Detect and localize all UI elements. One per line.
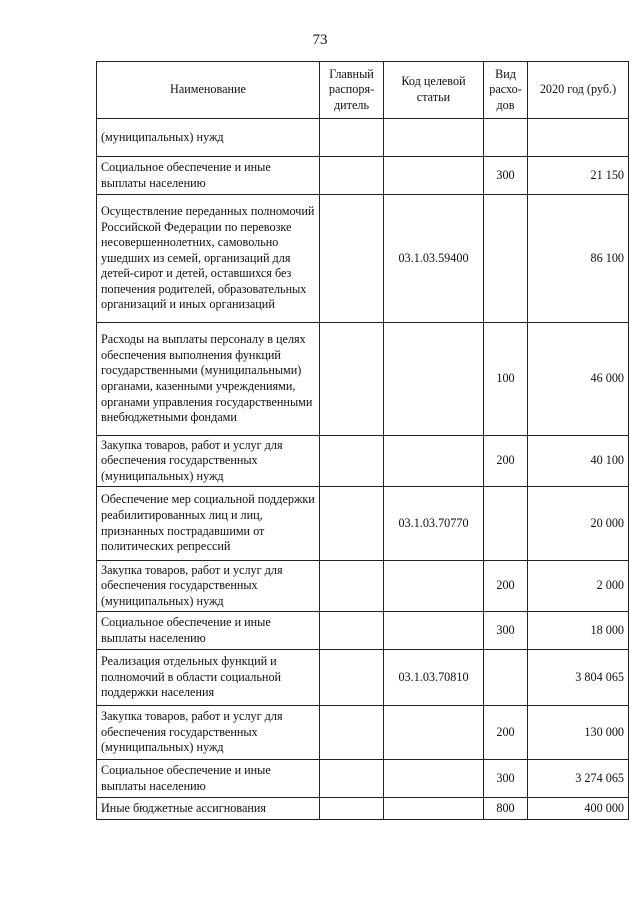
cell-expense-type (484, 487, 528, 561)
table-row (97, 650, 629, 706)
header-expense-type: Вид расхо-дов (484, 62, 528, 119)
page-number: 73 (312, 32, 328, 48)
cell-name: Закупка товаров, работ и услуг для обеспечения государственных (муниципальных) нужд (97, 706, 320, 760)
cell-amount: 3 274 065 (528, 760, 629, 798)
cell-expense-type (484, 195, 528, 323)
cell-expense-type: 200 (484, 706, 528, 760)
cell-target-code (384, 612, 484, 650)
budget-table (96, 61, 629, 820)
table-row (97, 612, 629, 650)
table-row (97, 561, 629, 612)
cell-main-manager (320, 323, 384, 436)
cell-target-code: 03.1.03.70810 (384, 650, 484, 706)
header-year-amount: 2020 год (руб.) (528, 62, 629, 119)
cell-target-code: 03.1.03.59400 (384, 195, 484, 323)
cell-main-manager (320, 798, 384, 820)
cell-expense-type: 300 (484, 612, 528, 650)
cell-target-code (384, 706, 484, 760)
cell-amount: 21 150 (528, 157, 629, 195)
cell-main-manager (320, 195, 384, 323)
cell-main-manager (320, 760, 384, 798)
cell-expense-type: 800 (484, 798, 528, 820)
cell-name: Социальное обеспечение и иные выплаты населению (97, 760, 320, 798)
cell-target-code (384, 119, 484, 157)
cell-main-manager (320, 157, 384, 195)
cell-expense-type: 300 (484, 157, 528, 195)
cell-name: Иные бюджетные ассигнования (97, 798, 320, 820)
cell-amount: 400 000 (528, 798, 629, 820)
table-header-row (97, 62, 629, 119)
cell-expense-type: 100 (484, 323, 528, 436)
cell-name: Обеспечение мер социальной поддержки реабилитированных лиц и лиц, признанных пострадавшими от политических репрессий (97, 487, 320, 561)
cell-target-code (384, 436, 484, 487)
cell-amount (528, 119, 629, 157)
cell-name: Осуществление переданных полномочий Российской Федерации по перевозке несовершеннолетних, самовольно ушедших из семей, организаций для детей-сирот и детей, оставшихся без попечения родителей, образовательных организаций и иных организаций (97, 195, 320, 323)
cell-target-code: 03.1.03.70770 (384, 487, 484, 561)
table-row (97, 760, 629, 798)
cell-target-code (384, 561, 484, 612)
table-row (97, 119, 629, 157)
cell-expense-type: 300 (484, 760, 528, 798)
cell-target-code (384, 798, 484, 820)
cell-amount: 3 804 065 (528, 650, 629, 706)
cell-name: Расходы на выплаты персоналу в целях обеспечения выполнения функций государственными (муниципальными) органами, казенными учреждениями, органами управления государственными внебюджетными фондами (97, 323, 320, 436)
cell-main-manager (320, 650, 384, 706)
table-row (97, 436, 629, 487)
cell-main-manager (320, 436, 384, 487)
cell-amount: 40 100 (528, 436, 629, 487)
cell-name: Закупка товаров, работ и услуг для обеспечения государственных (муниципальных) нужд (97, 436, 320, 487)
cell-name: Социальное обеспечение и иные выплаты населению (97, 157, 320, 195)
table-row (97, 706, 629, 760)
header-name: Наименование (97, 62, 320, 119)
table-row (97, 195, 629, 323)
cell-main-manager (320, 487, 384, 561)
cell-target-code (384, 157, 484, 195)
cell-expense-type: 200 (484, 436, 528, 487)
cell-target-code (384, 323, 484, 436)
cell-expense-type (484, 119, 528, 157)
header-target-code: Код целевой статьи (384, 62, 484, 119)
cell-target-code (384, 760, 484, 798)
cell-amount: 46 000 (528, 323, 629, 436)
cell-expense-type (484, 650, 528, 706)
cell-main-manager (320, 612, 384, 650)
cell-amount: 86 100 (528, 195, 629, 323)
cell-amount: 18 000 (528, 612, 629, 650)
cell-name: Закупка товаров, работ и услуг для обеспечения государственных (муниципальных) нужд (97, 561, 320, 612)
header-main-manager: Главный распоря-дитель (320, 62, 384, 119)
table-row (97, 157, 629, 195)
cell-name: Реализация отдельных функций и полномочий в области социальной поддержки населения (97, 650, 320, 706)
table-row (97, 323, 629, 436)
cell-expense-type: 200 (484, 561, 528, 612)
cell-main-manager (320, 706, 384, 760)
cell-amount: 20 000 (528, 487, 629, 561)
cell-amount: 2 000 (528, 561, 629, 612)
table-row (97, 487, 629, 561)
cell-main-manager (320, 119, 384, 157)
table-row (97, 798, 629, 820)
cell-amount: 130 000 (528, 706, 629, 760)
cell-name: Социальное обеспечение и иные выплаты населению (97, 612, 320, 650)
cell-main-manager (320, 561, 384, 612)
cell-name: (муниципальных) нужд (97, 119, 320, 157)
